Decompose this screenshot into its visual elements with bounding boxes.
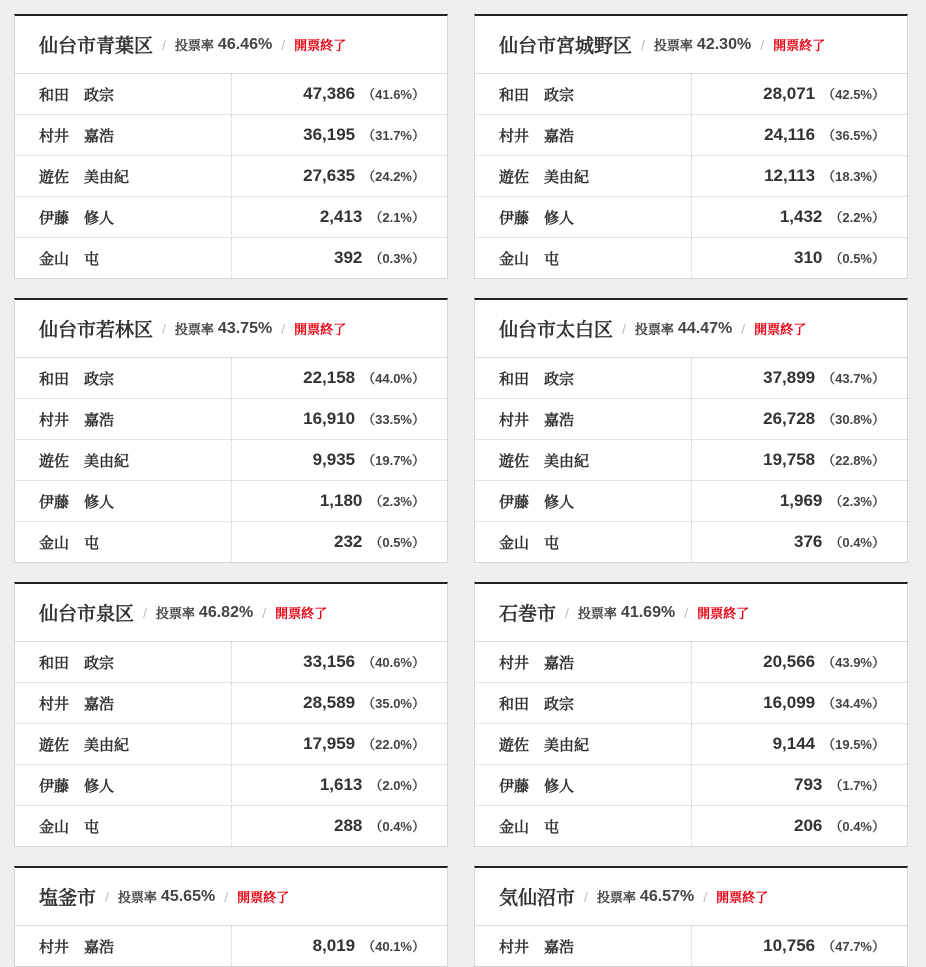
turnout-value: 46.82% bbox=[198, 603, 254, 621]
vote-share: （18.3%） bbox=[822, 169, 885, 184]
vote-count: 10,756 bbox=[763, 936, 816, 955]
district-header bbox=[15, 868, 447, 926]
candidate-name: 村井 嘉浩 bbox=[475, 115, 692, 155]
candidate-name: 村井 嘉浩 bbox=[475, 926, 692, 966]
vote-share: （22.8%） bbox=[822, 453, 885, 468]
vote-count: 17,959 bbox=[303, 734, 356, 753]
vote-count: 33,156 bbox=[303, 652, 356, 671]
vote-share: （35.0%） bbox=[362, 696, 425, 711]
vote-share: （0.4%） bbox=[369, 819, 425, 834]
divider: / bbox=[224, 888, 229, 905]
candidate-name: 金山 屯 bbox=[15, 522, 232, 562]
vote-count: 19,758 bbox=[763, 450, 816, 469]
candidate-row bbox=[475, 724, 907, 765]
candidate-name: 伊藤 修人 bbox=[15, 765, 232, 805]
district-title: 仙台市若林区 bbox=[39, 320, 154, 341]
candidate-name: 和田 政宗 bbox=[475, 358, 692, 398]
candidate-row bbox=[475, 156, 907, 197]
vote-count: 37,899 bbox=[763, 368, 816, 387]
candidate-name: 和田 政宗 bbox=[475, 74, 692, 114]
district-title: 仙台市泉区 bbox=[39, 604, 135, 625]
district-header bbox=[475, 868, 907, 926]
candidate-name: 伊藤 修人 bbox=[475, 765, 692, 805]
candidate-row bbox=[15, 481, 447, 522]
district-title: 仙台市太白区 bbox=[499, 320, 614, 341]
candidate-row bbox=[475, 74, 907, 115]
candidate-name: 遊佐 美由紀 bbox=[15, 156, 232, 196]
divider: / bbox=[703, 888, 708, 905]
turnout-label: 投票率 bbox=[577, 606, 617, 621]
candidate-row bbox=[15, 74, 447, 115]
vote-share: （40.6%） bbox=[362, 655, 425, 670]
candidate-name: 伊藤 修人 bbox=[475, 481, 692, 521]
district-card-shiogama bbox=[14, 866, 448, 967]
district-title: 気仙沼市 bbox=[499, 888, 576, 909]
divider: / bbox=[641, 36, 645, 53]
vote-share: （41.6%） bbox=[362, 87, 425, 102]
count-status: 開票終了 bbox=[237, 890, 290, 905]
vote-count: 8,019 bbox=[312, 936, 356, 955]
turnout-value: 46.46% bbox=[217, 35, 273, 53]
candidate-row bbox=[475, 399, 907, 440]
vote-share: （31.7%） bbox=[362, 128, 425, 143]
turnout-value: 44.47% bbox=[677, 319, 733, 337]
divider: / bbox=[584, 888, 588, 905]
district-header bbox=[475, 584, 907, 642]
candidate-name: 村井 嘉浩 bbox=[15, 683, 232, 723]
divider: / bbox=[162, 36, 166, 53]
divider: / bbox=[281, 36, 286, 53]
candidate-row bbox=[15, 358, 447, 399]
vote-count: 206 bbox=[793, 816, 823, 835]
turnout-value: 41.69% bbox=[620, 603, 676, 621]
district-title: 仙台市宮城野区 bbox=[499, 36, 633, 57]
district-card-kesennuma bbox=[474, 866, 908, 967]
candidate-name: 遊佐 美由紀 bbox=[475, 724, 692, 764]
district-title: 仙台市青葉区 bbox=[39, 36, 154, 57]
vote-count: 1,969 bbox=[779, 491, 823, 510]
candidate-name: 遊佐 美由紀 bbox=[15, 724, 232, 764]
vote-count: 26,728 bbox=[763, 409, 816, 428]
vote-share: （22.0%） bbox=[362, 737, 425, 752]
candidate-row bbox=[15, 806, 447, 846]
candidate-name: 和田 政宗 bbox=[15, 358, 232, 398]
vote-share: （43.7%） bbox=[822, 371, 885, 386]
count-status: 開票終了 bbox=[773, 38, 826, 53]
candidate-row bbox=[15, 926, 447, 966]
candidate-row bbox=[475, 440, 907, 481]
turnout-label: 投票率 bbox=[155, 606, 195, 621]
vote-share: （24.2%） bbox=[362, 169, 425, 184]
candidate-row bbox=[475, 765, 907, 806]
turnout-label: 投票率 bbox=[596, 890, 636, 905]
divider: / bbox=[105, 888, 109, 905]
vote-share: （2.0%） bbox=[369, 778, 425, 793]
candidate-row bbox=[15, 238, 447, 278]
candidate-name: 村井 嘉浩 bbox=[475, 399, 692, 439]
divider: / bbox=[622, 320, 626, 337]
turnout-value: 45.65% bbox=[160, 887, 216, 905]
vote-share: （30.8%） bbox=[822, 412, 885, 427]
district-card-taihaku bbox=[474, 298, 908, 563]
candidate-name: 村井 嘉浩 bbox=[15, 115, 232, 155]
candidate-row bbox=[15, 156, 447, 197]
vote-count: 27,635 bbox=[303, 166, 356, 185]
district-card-wakabayashi bbox=[14, 298, 448, 563]
candidate-row bbox=[475, 481, 907, 522]
candidate-row bbox=[475, 522, 907, 562]
vote-share: （0.4%） bbox=[829, 535, 885, 550]
candidate-row bbox=[15, 197, 447, 238]
candidate-name: 和田 政宗 bbox=[475, 683, 692, 723]
count-status: 開票終了 bbox=[275, 606, 328, 621]
vote-share: （0.5%） bbox=[369, 535, 425, 550]
divider: / bbox=[162, 320, 166, 337]
candidate-name: 村井 嘉浩 bbox=[475, 642, 692, 682]
vote-share: （0.3%） bbox=[369, 251, 425, 266]
candidate-row bbox=[15, 115, 447, 156]
candidate-row bbox=[15, 399, 447, 440]
candidate-name: 遊佐 美由紀 bbox=[475, 156, 692, 196]
vote-count: 1,613 bbox=[319, 775, 363, 794]
divider: / bbox=[684, 604, 689, 621]
district-card-izumi bbox=[14, 582, 448, 847]
district-header bbox=[15, 300, 447, 358]
vote-share: （2.2%） bbox=[829, 210, 885, 225]
divider: / bbox=[760, 36, 765, 53]
count-status: 開票終了 bbox=[294, 322, 347, 337]
district-title: 石巻市 bbox=[499, 604, 557, 625]
district-card-ishinomaki bbox=[474, 582, 908, 847]
vote-share: （43.9%） bbox=[822, 655, 885, 670]
vote-count: 22,158 bbox=[303, 368, 356, 387]
candidate-row bbox=[15, 440, 447, 481]
candidate-row bbox=[475, 806, 907, 846]
candidate-name: 遊佐 美由紀 bbox=[475, 440, 692, 480]
candidate-row bbox=[475, 683, 907, 724]
candidate-row bbox=[475, 115, 907, 156]
candidate-name: 村井 嘉浩 bbox=[15, 926, 232, 966]
candidate-name: 村井 嘉浩 bbox=[15, 399, 232, 439]
candidate-name: 金山 屯 bbox=[475, 806, 692, 846]
vote-share: （36.5%） bbox=[822, 128, 885, 143]
candidate-row bbox=[15, 724, 447, 765]
count-status: 開票終了 bbox=[754, 322, 807, 337]
vote-share: （44.0%） bbox=[362, 371, 425, 386]
district-header bbox=[475, 300, 907, 358]
vote-count: 392 bbox=[333, 248, 363, 267]
vote-count: 28,071 bbox=[763, 84, 816, 103]
divider: / bbox=[281, 320, 286, 337]
vote-share: （19.7%） bbox=[362, 453, 425, 468]
vote-count: 47,386 bbox=[303, 84, 356, 103]
district-header bbox=[15, 16, 447, 74]
candidate-row bbox=[15, 683, 447, 724]
vote-count: 310 bbox=[793, 248, 823, 267]
vote-count: 28,589 bbox=[303, 693, 356, 712]
candidate-row bbox=[15, 765, 447, 806]
vote-count: 9,144 bbox=[772, 734, 816, 753]
vote-share: （2.3%） bbox=[369, 494, 425, 509]
count-status: 開票終了 bbox=[716, 890, 769, 905]
candidate-row bbox=[475, 358, 907, 399]
district-card-aoba bbox=[14, 14, 448, 279]
candidate-name: 和田 政宗 bbox=[15, 74, 232, 114]
candidate-name: 金山 屯 bbox=[475, 238, 692, 278]
vote-share: （0.5%） bbox=[829, 251, 885, 266]
vote-share: （42.5%） bbox=[822, 87, 885, 102]
vote-count: 12,113 bbox=[764, 166, 816, 185]
vote-share: （34.4%） bbox=[822, 696, 885, 711]
candidate-row bbox=[475, 197, 907, 238]
candidate-row bbox=[475, 926, 907, 966]
turnout-label: 投票率 bbox=[174, 322, 214, 337]
vote-count: 1,180 bbox=[319, 491, 363, 510]
candidate-row bbox=[15, 642, 447, 683]
district-header bbox=[15, 584, 447, 642]
candidate-name: 伊藤 修人 bbox=[15, 481, 232, 521]
candidate-row bbox=[15, 522, 447, 562]
candidate-row bbox=[475, 238, 907, 278]
turnout-value: 46.57% bbox=[639, 887, 695, 905]
vote-share: （33.5%） bbox=[362, 412, 425, 427]
candidate-name: 伊藤 修人 bbox=[15, 197, 232, 237]
vote-share: （1.7%） bbox=[829, 778, 885, 793]
candidate-name: 伊藤 修人 bbox=[475, 197, 692, 237]
count-status: 開票終了 bbox=[294, 38, 347, 53]
turnout-label: 投票率 bbox=[653, 38, 693, 53]
vote-count: 16,910 bbox=[303, 409, 356, 428]
divider: / bbox=[741, 320, 746, 337]
candidate-name: 金山 屯 bbox=[15, 238, 232, 278]
turnout-value: 43.75% bbox=[217, 319, 273, 337]
vote-share: （47.7%） bbox=[822, 939, 885, 954]
divider: / bbox=[262, 604, 267, 621]
district-header bbox=[475, 16, 907, 74]
count-status: 開票終了 bbox=[697, 606, 750, 621]
vote-count: 20,566 bbox=[763, 652, 816, 671]
turnout-value: 42.30% bbox=[696, 35, 752, 53]
candidate-name: 金山 屯 bbox=[15, 806, 232, 846]
candidate-row bbox=[475, 642, 907, 683]
vote-count: 24,116 bbox=[764, 125, 816, 144]
vote-share: （2.1%） bbox=[369, 210, 425, 225]
divider: / bbox=[565, 604, 569, 621]
candidate-name: 和田 政宗 bbox=[15, 642, 232, 682]
vote-count: 1,432 bbox=[779, 207, 823, 226]
divider: / bbox=[143, 604, 147, 621]
candidate-name: 金山 屯 bbox=[475, 522, 692, 562]
vote-count: 232 bbox=[333, 532, 363, 551]
district-title: 塩釜市 bbox=[39, 888, 97, 909]
vote-count: 9,935 bbox=[312, 450, 356, 469]
vote-count: 16,099 bbox=[763, 693, 816, 712]
vote-count: 288 bbox=[333, 816, 363, 835]
vote-count: 36,195 bbox=[303, 125, 356, 144]
vote-share: （40.1%） bbox=[362, 939, 425, 954]
vote-share: （2.3%） bbox=[829, 494, 885, 509]
turnout-label: 投票率 bbox=[117, 890, 157, 905]
turnout-label: 投票率 bbox=[634, 322, 674, 337]
candidate-name: 遊佐 美由紀 bbox=[15, 440, 232, 480]
vote-count: 376 bbox=[793, 532, 823, 551]
vote-count: 793 bbox=[793, 775, 823, 794]
vote-share: （19.5%） bbox=[822, 737, 885, 752]
vote-count: 2,413 bbox=[319, 207, 363, 226]
vote-share: （0.4%） bbox=[829, 819, 885, 834]
district-card-miyagino bbox=[474, 14, 908, 279]
turnout-label: 投票率 bbox=[174, 38, 214, 53]
